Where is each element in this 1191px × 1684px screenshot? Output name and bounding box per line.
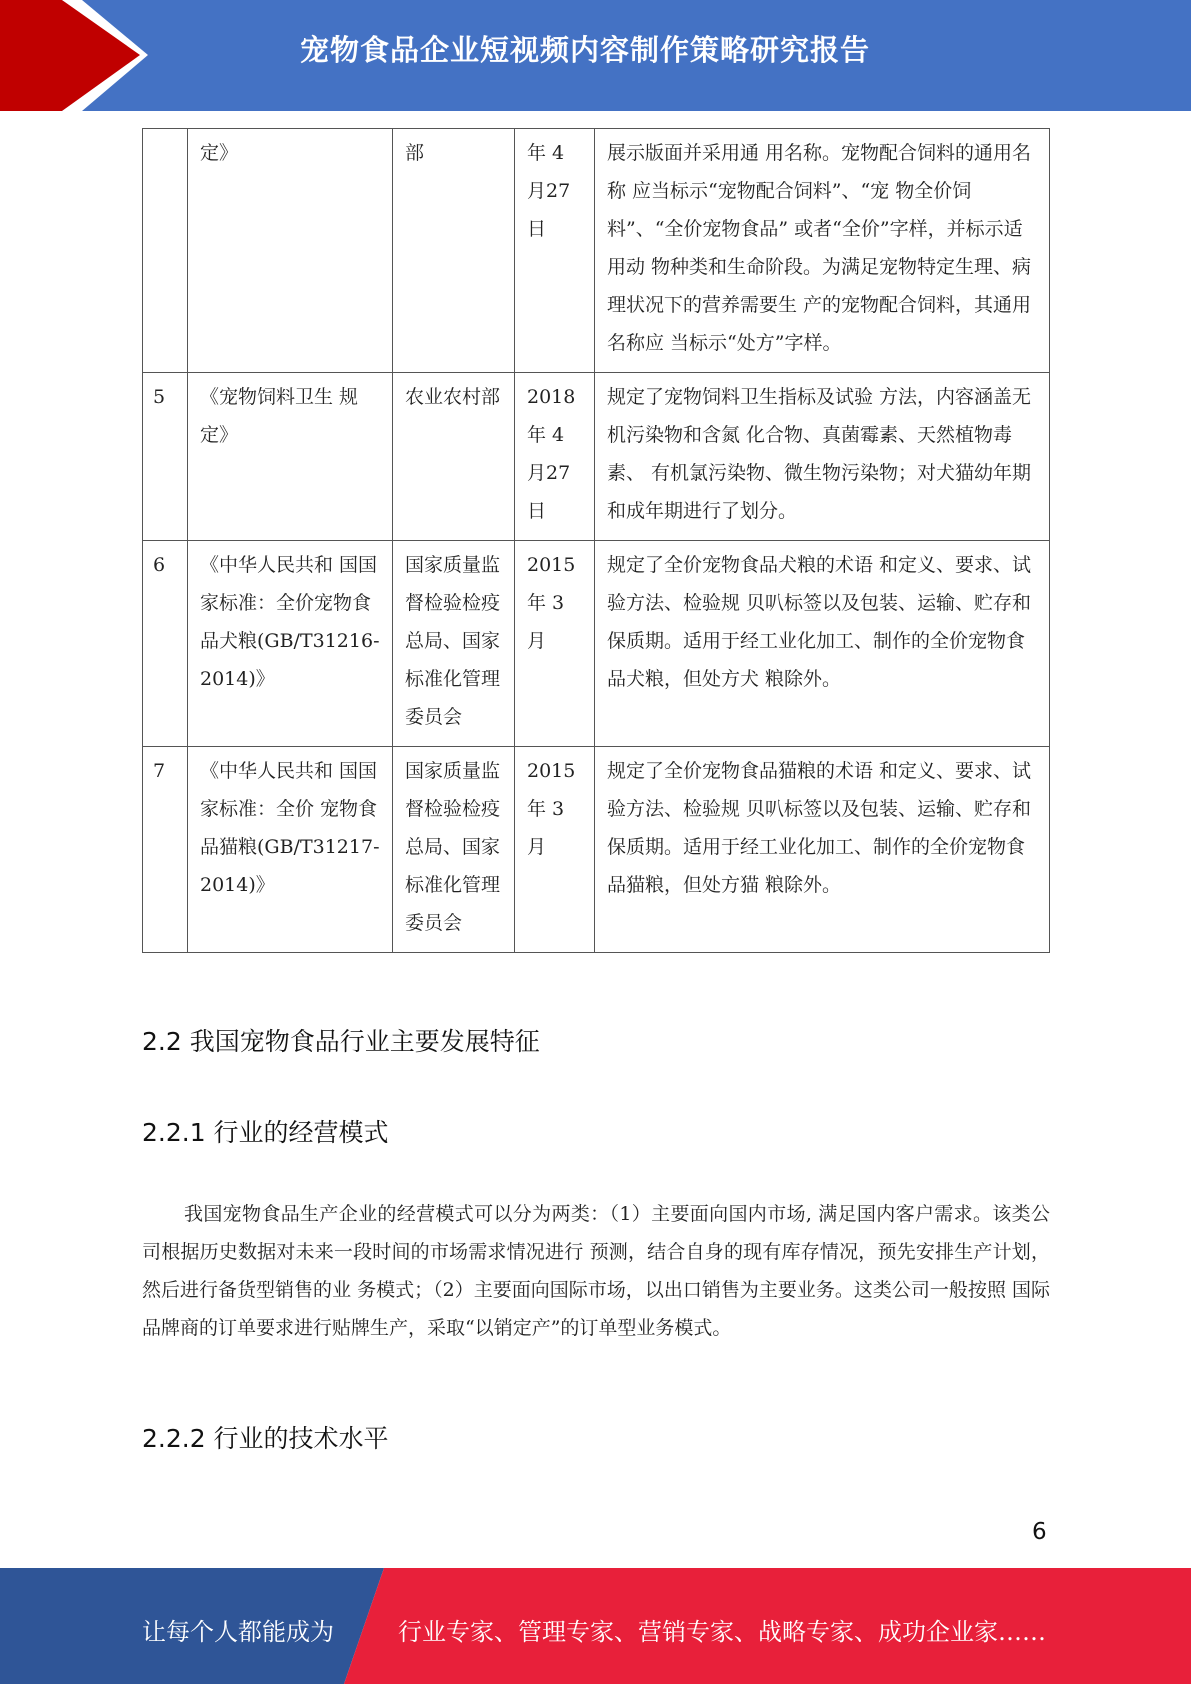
regulation-name: 《宠物饲料卫生 规定》 [188,373,393,541]
table-row [143,373,1050,541]
regulation-content: 规定了宠物饲料卫生指标及试验 方法，内容涵盖无机污染物和含氮 化合物、真菌霉素、天然植物毒素、 有机氯污染物、微生物污染物；对犬猫幼年期和成年期进行了划分。 [595,373,1050,541]
header-arrow-shape [0,0,148,111]
page-number: 6 [1032,1519,1047,1545]
row-number: 7 [143,747,188,953]
subsection-heading-tech-level: 2.2.2 行业的技术水平 [142,1424,389,1453]
subsection-heading-business-model: 2.2.1 行业的经营模式 [142,1118,389,1147]
regulation-name: 定》 [188,129,393,373]
page-header [0,0,1191,111]
body-paragraph: 我国宠物食品生产企业的经营模式可以分为两类：（1）主要面向国内市场, 满足国内客户需求。该类公司根据历史数据对未来一段时间的市场需求情况进行 预测，结合自身的现有库存情况，预先安排生产计划，然后进行备货型销售的业 务模式；（2）主要面向国际市场，以出口销售为主要业务。这类公司一般按照 国际品牌商的订单要求进行贴牌生产，采取“以销定产”的订单型业务模式。 [142,1203,1050,1339]
regulation-content: 展示版面并采用通 用名称。宠物配合饲料的通用名称 应当标示“宠物配合饲料”、“宠 物全价饲料”、“全价宠物食品” 或者“全价”字样，并标示适用动 物种类和生命阶段。为满足宠物特定生理、病理状况下的营养需要生 产的宠物配合饲料，其通用名称应 当标示“处方”字样。 [595,129,1050,373]
regulation-content: 规定了全价宠物食品猫粮的术语 和定义、要求、试验方法、检验规 贝叭标签以及包装、运输、贮存和 保质期。适用于经工业化加工、制作的全价宠物食品猫粮，但处方猫 粮除外。 [595,747,1050,953]
page-footer [0,1568,1191,1684]
report-title: 宠物食品企业短视频内容制作策略研究报告 [300,33,871,67]
issuing-department: 国家质量监 督检验检疫 总局、国家标准化管理 委员会 [393,541,515,747]
issue-date: 2015 年 3 月 [515,747,595,953]
issuing-department: 农业农村部 [393,373,515,541]
row-number: 5 [143,373,188,541]
regulations-table [142,128,1050,953]
regulation-content: 规定了全价宠物食品犬粮的术语 和定义、要求、试验方法、检验规 贝叭标签以及包装、运输、贮存和 保质期。适用于经工业化加工、制作的全价宠物食品犬粮，但处方犬 粮除外。 [595,541,1050,747]
issuing-department: 部 [393,129,515,373]
footer-slogan-left: 让每个人都能成为 [142,1618,334,1646]
issue-date: 2015 年 3 月 [515,541,595,747]
row-number: 6 [143,541,188,747]
issuing-department: 国家质量监 督检验检疫 总局、国家标准化管理 委员会 [393,747,515,953]
issue-date: 年 4 月27 日 [515,129,595,373]
row-number [143,129,188,373]
section-heading: 2.2 我国宠物食品行业主要发展特征 [142,1027,540,1056]
table-row [143,747,1050,953]
table-row [143,129,1050,373]
issue-date: 2018 年 4 月27 日 [515,373,595,541]
table-row [143,541,1050,747]
footer-slogan-right: 行业专家、管理专家、营销专家、战略专家、成功企业家…… [398,1618,1046,1646]
regulation-name: 《中华人民共和 国国家标准：全价 宠物食品猫粮(GB/T31217-2014)》 [188,747,393,953]
regulation-name: 《中华人民共和 国国家标准：全价宠物食品犬粮(GB/T31216-2014)》 [188,541,393,747]
